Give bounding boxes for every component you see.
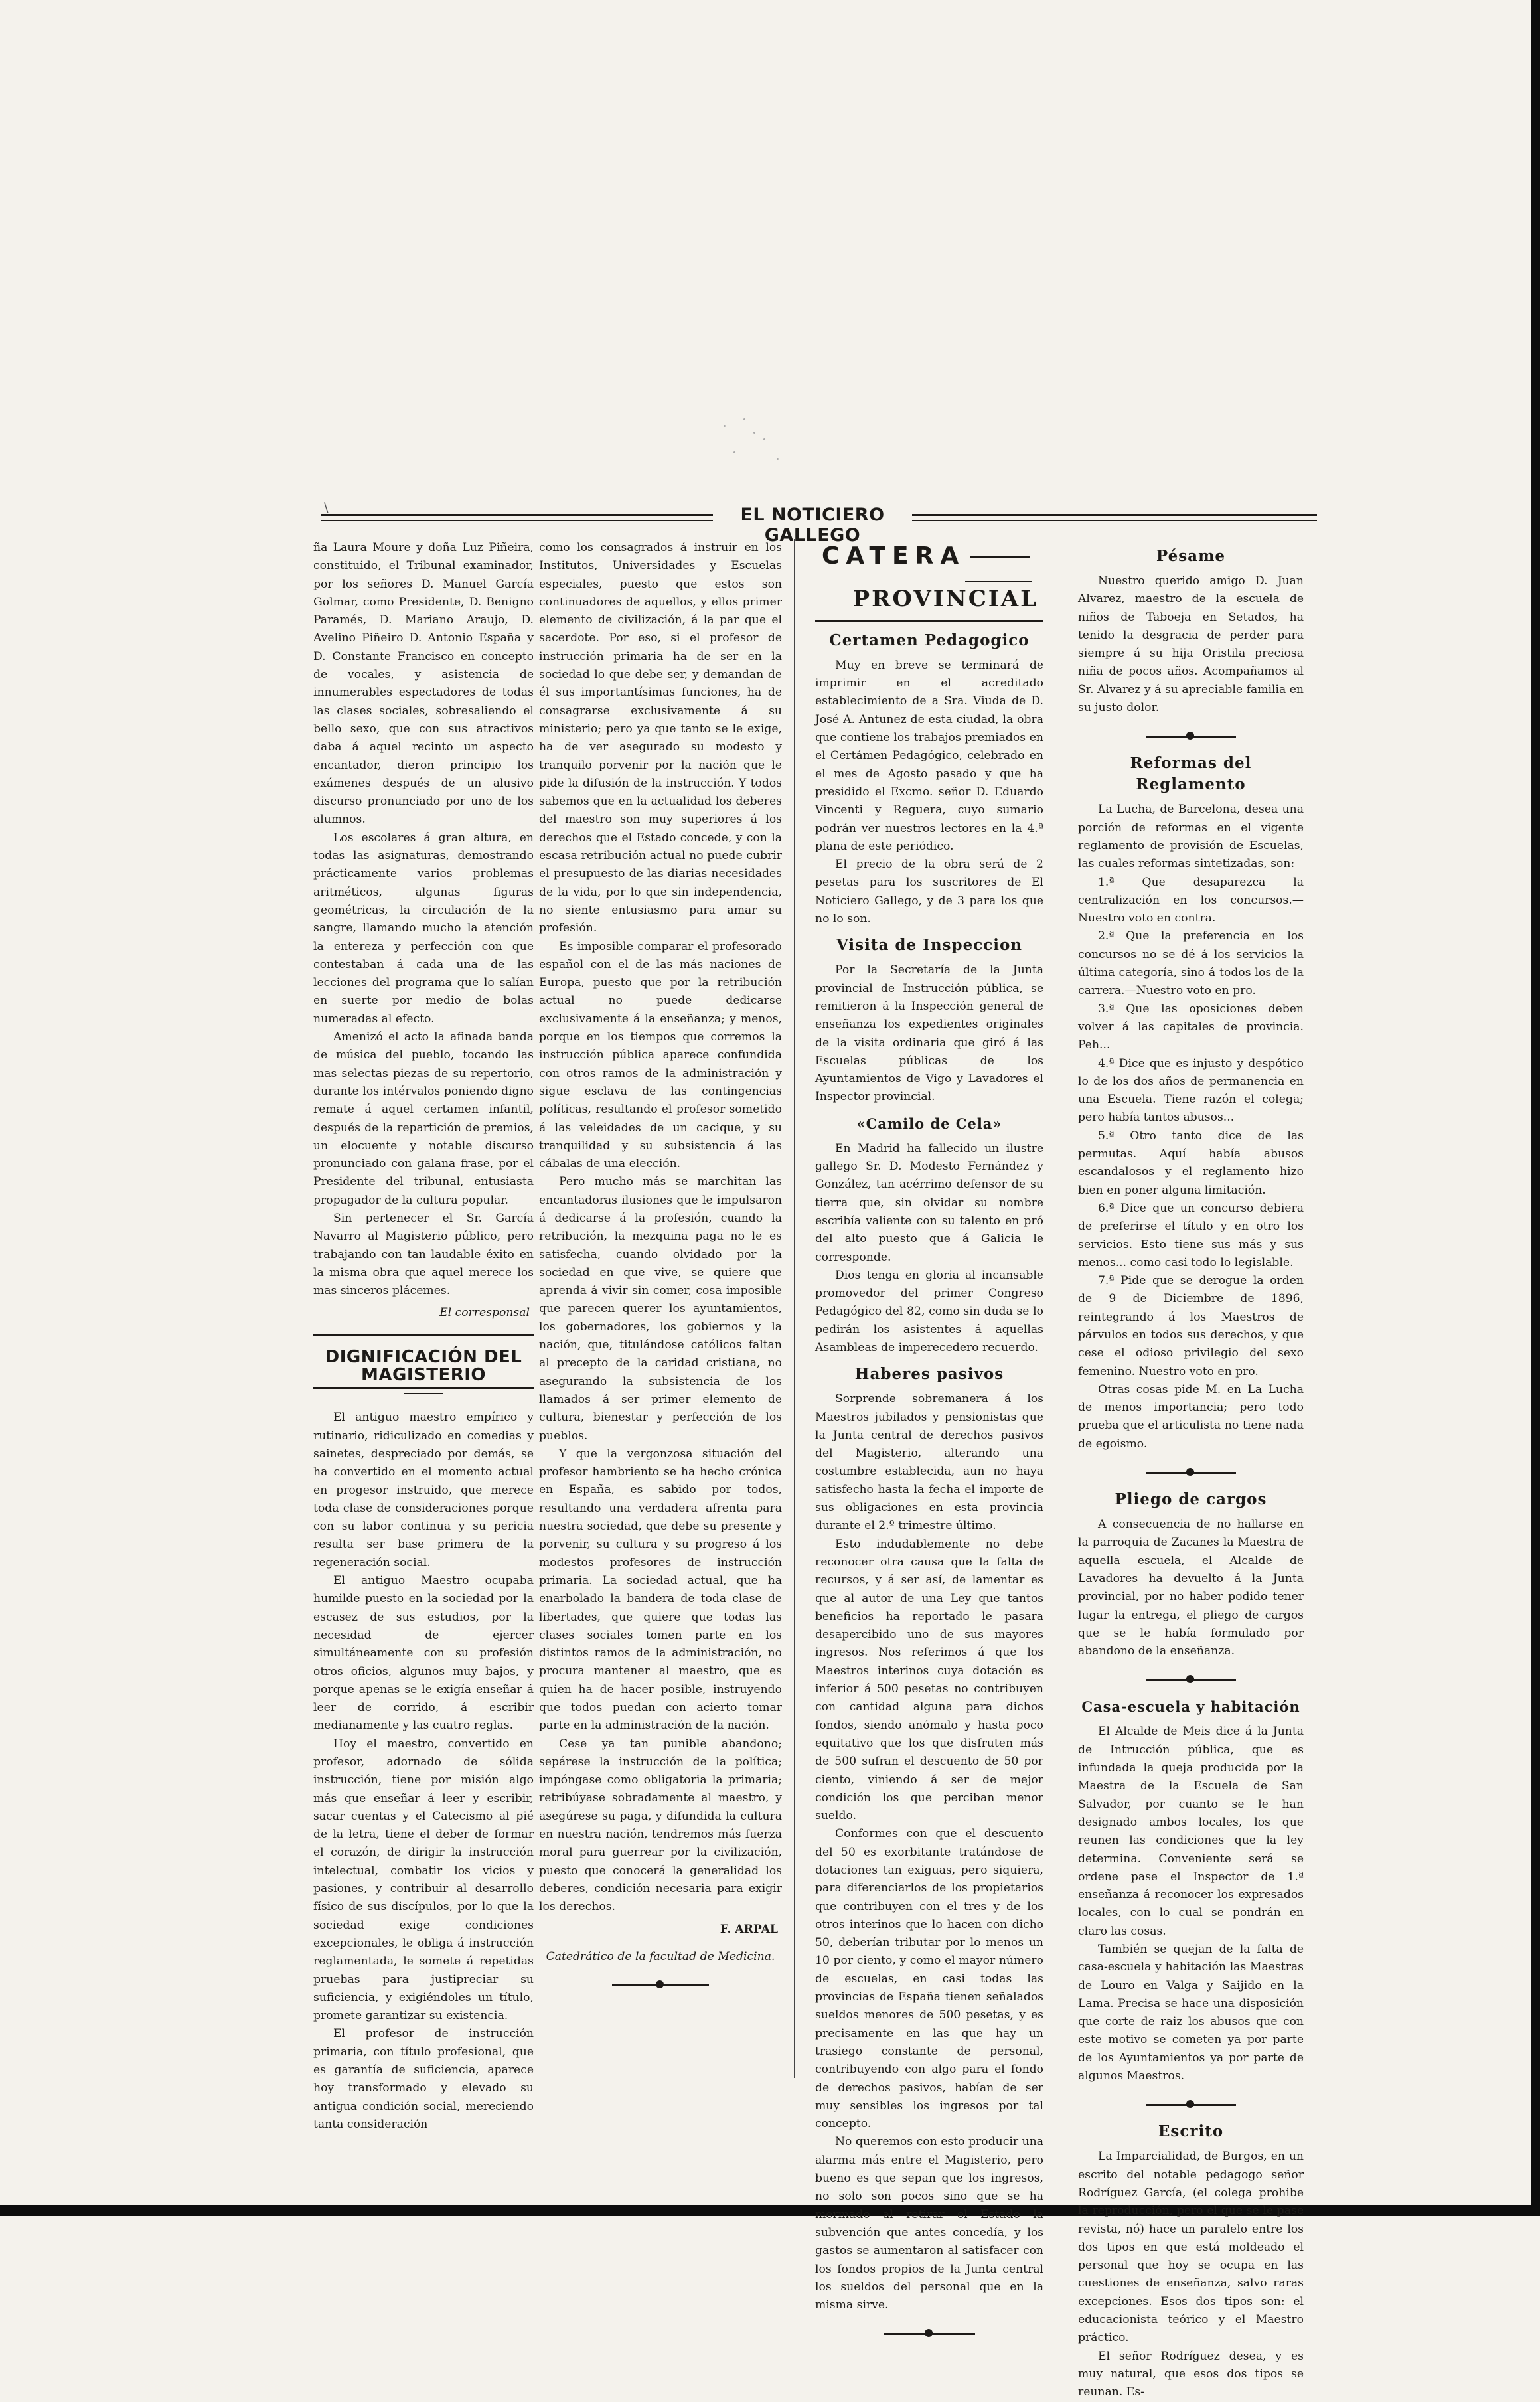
- section-divider: [313, 1334, 534, 1336]
- paragraph: Los escolares á gran altura, en todas las asignaturas, demostrando prácticamente varios problemas aritméticos, algunas figuras geométricas, la circulación de la sangre, llamando mucho la atención la entereza y perfección con que contestaban á cada una de las lecciones del programa que lo salían en suerte por medio de bolas numeradas al efecto.: [313, 831, 534, 1026]
- paragraph: Otras cosas pide M. en La Lucha de menos importancia; pero todo prueba que el articulista no tiene nada de egoismo.: [1078, 1382, 1304, 1451]
- paragraph: Y que la vergonzosa situación del profesor hambriento se ha hecho crónica en España, es sabido por todos, resultando una verdadera afrenta para nuestra sociedad, que debe su presente y porvenir, su cultura y su progreso á los modestos profesores de instrucción primaria. La sociedad actual, que ha enarbolado la bandera de toda clase de libertades, que quiere que todas las clases sociales tomen parte en los distintos ramos de la administración, no procura mantener al maestro, que es quien ha de hacer posible, instruyendo que todos puedan con acierto tomar parte en la administración de la nación.: [539, 1447, 782, 1733]
- ornament-divider: [539, 1980, 782, 1990]
- paragraph: La Lucha, de Barcelona, desea una porción de reformas en el vigente reglamento de provisión de Escuelas, las cuales reformas sintetizadas, son:: [1078, 803, 1304, 871]
- paragraph: Sorprende sobremanera á los Maestros jubilados y pensionistas que la Junta central de derechos pasivos del Magisterio, alterando una costumbre establecida, aun no haya satisfecho hasta la fecha el importe de sus obligaciones en esta provincia durante el 2.º trimestre último.: [815, 1392, 1043, 1533]
- paragraph: 7.ª Pide que se derogue la orden de 9 de Diciembre de 1896, reintegrando á los Maestros de párvulos en todos sus derechos, y que cese el odioso privilegio del sexo femenino. Nuestro voto en pro.: [1078, 1274, 1304, 1378]
- paragraph: Amenizó el acto la afinada banda de música del pueblo, tocando las mas selectas piezas de su repertorio, durante los intérvalos poniendo digno remate á aquel certamen infantil, después de la repartición de premios, un elocuente y notable discurso pronunciado con galana frase, por el Presidente del tribunal, entusiasta propagador de la cultura popular.: [313, 1030, 534, 1207]
- affiliation: Catedrático de la facultad de Medicina.: [546, 1949, 775, 1963]
- paragraph: Dios tenga en gloria al incansable promovedor del primer Congreso Pedagógico del 82, como sin duda se lo pedirán los asistentes á aquellas Asambleas de imperecedero recuerdo.: [815, 1268, 1043, 1354]
- section-title: Haberes pasivos: [854, 1365, 1004, 1384]
- paragraph: El antiguo Maestro ocupaba humilde puesto en la sociedad por la escasez de sus estudios, por la necesidad de ejercer simultáneamente con su profesión otros oficios, algunos muy bajos, y porque apenas se le exigía enseñar á leer de corrido, á escribir medianamente y las cuatro reglas.: [313, 1574, 534, 1733]
- flourish-icon: [965, 581, 1032, 582]
- paragraph: Sin pertenecer el Sr. García Navarro al Magisterio público, pero trabajando con tan laudable éxito en la misma obra que aquel merece los mas sinceros plácemes.: [313, 1211, 534, 1298]
- paragraph: Hoy el maestro, convertido en profesor, adornado de sólida instrucción, tiene por misión algo más que enseñar á leer y escribir, sacar cuentas y el Catecismo al pié de la letra, tiene el deber de formar el corazón, de dirigir la instrucción intelectual, combatir los vicios y pasiones, y contribuir al desarrollo físico de sus discípulos, por lo que la sociedad exige condiciones excepcionales, le obliga á instrucción reglamentada, le somete á repetidas pruebas para justipreciar su suficiencia, y exigiéndoles un título, promete garantizar su existencia.: [313, 1737, 534, 2023]
- paragraph: También se quejan de la falta de casa-escuela y habitación las Maestras de Louro en Valga y Saijido en la Lama. Precisa se hace una disposición que corte de raiz los abusos que con este motivo se cometen ya por parte de los Ayuntamientos ya por parte de algunos Maestros.: [1078, 1943, 1304, 2083]
- section-title: «Camilo de Cela»: [856, 1115, 1002, 1132]
- paragraph: 2.ª Que la preferencia en los concursos no se dé á los servicios la última categoría, sino á todos los de la carrera.—Nuestro voto en pro.: [1078, 929, 1304, 998]
- signature: El corresponsal: [439, 1306, 530, 1320]
- column-3: [815, 539, 1043, 2350]
- catera-label: CATERA: [822, 542, 966, 570]
- scan-speckle: [717, 412, 797, 471]
- scan-edge-bottom: [0, 2205, 1540, 2216]
- paragraph: 6.ª Dice que un concurso debiera de preferirse el título y en otro los servicios. Esto tiene sus más y sus menos... como casi todo lo legislable.: [1078, 1201, 1304, 1269]
- paragraph: El precio de la obra será de 2 pesetas para los suscritores de El Noticiero Gallego, y de 3 para los que no lo son.: [815, 858, 1043, 926]
- paragraph: Esto indudablemente no debe reconocer otra causa que la falta de recursos, y á ser así, de lamentar es que al autor de una Ley que tantos beneficios ha reportado le pasara desapercibido uno de sus mayores ingresos. Nos referimos á que los Maestros interinos cuya dotación es inferior á 500 pesetas no contribuyen con cantidad alguna para dichos fondos, siendo anómalo y hasta poco equitativo que los que disfruten más de 500 sufran el descuento de 50 por ciento, viniendo á ser de mejor condición los que perciban menor sueldo.: [815, 1537, 1043, 1823]
- section-title: Certamen Pedagogico: [829, 631, 1030, 649]
- section-title: Casa-escuela y habitación: [1081, 1698, 1300, 1716]
- paragraph: El Alcalde de Meis dice á la Junta de Intrucción pública, que es infundada la queja producida por la Maestra de la Escuela de San Salvador, por cuanto se le han designado ambos locales, los que reunen las condiciones que la ley determina. Conveniente será se ordene pase el Inspector de 1.ª enseñanza á reconocer los expresados locales, con lo cual se pondrán en claro las cosas.: [1078, 1725, 1304, 1938]
- ornament-divider: [1078, 1675, 1304, 1684]
- paragraph: El profesor de instrucción primaria, con título profesional, que es garantía de suficiencia, aparece hoy transformado y elevado su antigua condición social, mereciendo tanta consideración: [313, 2027, 534, 2131]
- ornament-divider: [1078, 1468, 1304, 1477]
- section-title: Pliego de cargos: [1115, 1490, 1267, 1509]
- paragraph: Nuestro querido amigo D. Juan Alvarez, maestro de la escuela de niños de Taboeja en Setados, ha tenido la desgracia de perder para siempre á su hija Oristila preciosa niña de pocos años. Acompañamos al Sr. Alvarez y á su apreciable familia en su justo dolor.: [1078, 574, 1304, 715]
- paragraph: 1.ª Que desaparezca la centralización en los concursos.—Nuestro voto en contra.: [1078, 875, 1304, 925]
- paragraph: El señor Rodríguez desea, y es muy natural, que esos dos tipos se reunan. Es-: [1078, 2349, 1304, 2399]
- paragraph: Es imposible comparar el profesorado español con el de las más naciones de Europa, puesto que por la retribución actual no puede dedicarse exclusivamente á la enseñanza; y menos, porque en los tiempos que corremos la instrucción pública aparece confundida con otros ramos de la administración y sigue esclava de las contingencias políticas, resultando el profesor sometido á las veleidades de un cacique, y su tranquilidad y su subsistencia á las cábalas de una elección.: [539, 939, 782, 1171]
- masthead-title: EL NOTICIERO GALLEGO: [740, 505, 885, 546]
- paragraph: El antiguo maestro empírico y rutinario, ridiculizado en comedias y sainetes, despreciado por demás, se ha convertido en el momento actual en progesor instruido, que merece toda clase de consideraciones porque con su labor continua y su pericia resulta ser base primera de la regeneración social.: [313, 1411, 534, 1569]
- paragraph: ña Laura Moure y doña Luz Piñeira, constituido, el Tribunal examinador, por los señores D. Manuel García Golmar, como Presidente, D. Benigno Paramés, D. Mariano Araujo, D. Avelino Piñeiro D. Antonio España y D. Constante Francisco en concepto de vocales, y asistencia de innumerables espectadores de todas las clases sociales, sobresaliendo el bello sexo, que con sus atractivos daba á aquel recinto un aspecto encantador, dieron principio los exámenes después de un alusivo discurso pronunciado por uno de los alumnos.: [313, 541, 534, 827]
- paragraph: En Madrid ha fallecido un ilustre gallego Sr. D. Modesto Fernández y González, tan acérrimo defensor de su tierra que, sin olvidar su nombre escribía valiente con su talento en pró del alto puesto que á Galicia le corresponde.: [815, 1141, 1043, 1264]
- paragraph: Pero mucho más se marchitan las encantadoras ilusiones que le impulsaron á dedicarse á la profesión, cuando la retribución, la mezquina paga no le es satisfecha, cuando olvidado por la sociedad en que vive, se quiere que aprenda á vivir sin comer, cosa imposible que parecen querer los ayuntamientos, los gobernadores, los gobiernos y la nación, que, titulándose católicos faltan al precepto de la caridad cristiana, no asegurando la subsistencia de los llamados á ser primer elemento de cultura, bienestar y perfección de los pueblos.: [539, 1175, 782, 1443]
- column-2: [539, 539, 782, 2002]
- section-title: Pésame: [1156, 547, 1226, 565]
- paragraph: como los consagrados á instruir en los Institutos, Universidades y Escuelas especiales, puesto que estos son continuadores de aquellos, y ellos primer elemento de civilización, á la par que el sacerdote. Por eso, si el profesor de instrucción primaria ha de ser en la sociedad lo que debe ser, y demandan de él sus importantísimas funciones, ha de consagrarse exclusivamente á su ministerio; pero ya que tanto se le exige, ha de ver asegurado su modesto y tranquilo porvenir por la nación que le pide la difusión de la instrucción. Y todos sabemos que en la actualidad los deberes del maestro son muy superiores á los derechos que el Estado concede, y con la escasa retribución actual no puede cubrir el presupuesto de las diarias necesidades de la vida, por lo que sin independencia, no siente entusiasmo para amar su profesión.: [539, 541, 782, 935]
- masthead: [321, 505, 1317, 546]
- column-4: [1078, 539, 1304, 2402]
- title-underline: [404, 1393, 443, 1394]
- paragraph: La Imparcialidad, de Burgos, en un escrito del notable pedagogo señor Rodríguez García, (el colega prohibe la reproducción, pero el que se le pase revista, nó) hace un paralelo entre los dos tipos en que está moldeado el personal que hoy se ocupa en las cuestiones de enseñanza, salvo raras excepciones. Esos dos tipos son: el educacionista teórico y el Maestro práctico.: [1078, 2150, 1304, 2345]
- scan-edge-right: [1531, 0, 1540, 2216]
- section-title: Visita de Inspeccion: [836, 936, 1023, 955]
- catera-heading: [822, 542, 1043, 570]
- paragraph: No queremos con esto producir una alarma más entre el Magisterio, pero bueno es que sepan que los ingresos, no solo son pocos sino que se ha mermado al retirar el Estado la subvención que antes concedía, y los gastos se aumentaron al satisfacer con los fondos propios de la Junta central los sueldos del personal que en la misma sirve.: [815, 2135, 1043, 2312]
- ornament-divider: [1078, 732, 1304, 741]
- paragraph: A consecuencia de no hallarse en la parroquia de Zacanes la Maestra de aquella escuela, el Alcalde de Lavadores ha devuelto á la Junta provincial, por no haber podido tener lugar la entrega, el pliego de cargos que se le había formulado por abandono de la enseñanza.: [1078, 1518, 1304, 1658]
- margin-mark: \: [324, 499, 329, 515]
- section-divider: [815, 620, 1043, 622]
- flourish-icon: [970, 556, 1030, 558]
- paragraph: 5.ª Otro tanto dice de las permutas. Aquí había abusos escandalosos y el reglamento hizo bien en poner alguna limitación.: [1078, 1129, 1304, 1197]
- ornament-divider: [815, 2329, 1043, 2338]
- paragraph: Muy en breve se terminará de imprimir en el acreditado establecimiento de a Sra. Viuda de D. José A. Antunez de esta ciudad, la obra que contiene los trabajos premiados en el Certámen Pedagógico, celebrado en el mes de Agosto pasado y que ha presidido el Excmo. señor D. Eduardo Vincenti y Reguera, cuyo sumario podrán ver nuestros lectores en la 4.ª plana de este periódico.: [815, 658, 1043, 853]
- masthead-rule-right: [912, 514, 1317, 521]
- paragraph: 4.ª Dice que es injusto y despótico lo de los dos años de permanencia en una Escuela. Tiene razón el colega; pero había tantos abusos...: [1078, 1056, 1304, 1125]
- signature: F. ARPAL: [720, 1922, 778, 1936]
- paragraph: 3.ª Que las oposiciones deben volver á las capitales de provincia. Peh...: [1078, 1002, 1304, 1052]
- ornament-divider: [1078, 2100, 1304, 2109]
- section-title: Escrito: [1158, 2122, 1224, 2141]
- paragraph: Conformes con que el descuento del 50 es exorbitante tratándose de dotaciones tan exiguas, pero siquiera, para diferenciarlos de los propietarios que contribuyen con el tres y de los otros interinos que lo hacen con dicho 50, deberían tributar por lo menos un 10 por ciento, y como el mayor número de escuelas, en casi todas las provincias de España tienen señalados sueldos menores de 500 pesetas, y es precisamente en las que hay un trasiego constante de personal, contribuyendo con algo para el fondo de derechos pasivos, habían de ser muy sensibles los ingresos por tal concepto.: [815, 1827, 1043, 2131]
- section-title: Reformas del Reglamento: [1130, 754, 1252, 794]
- provincial-label: PROVINCIAL: [852, 585, 1038, 612]
- paragraph: Cese ya tan punible abandono; sepárese la instrucción de la política; impóngase como obligatoria la primaria; retribúyase sobradamente al maestro, y asegúrese su paga, y difundida la cultura en nuestra nación, tendremos más fuerza moral para guerrear por la civilización, puesto que conocerá la generalidad los deberes, condición necesaria para exigir los derechos.: [539, 1737, 782, 1914]
- masthead-rule-left: [321, 514, 713, 521]
- column-1: [313, 539, 534, 2134]
- section-title: DIGNIFICACIÓN DEL MAGISTERIO: [313, 1348, 534, 1390]
- paragraph: Por la Secretaría de la Junta provincial de Instrucción pública, se remitieron á la Inspección general de enseñanza los expedientes originales de la visita ordinaria que giró á las Escuelas públicas de los Ayuntamientos de Vigo y Lavadores el Inspector provincial.: [815, 963, 1043, 1104]
- provincial-heading: [815, 572, 1038, 612]
- column-divider: [794, 539, 795, 2078]
